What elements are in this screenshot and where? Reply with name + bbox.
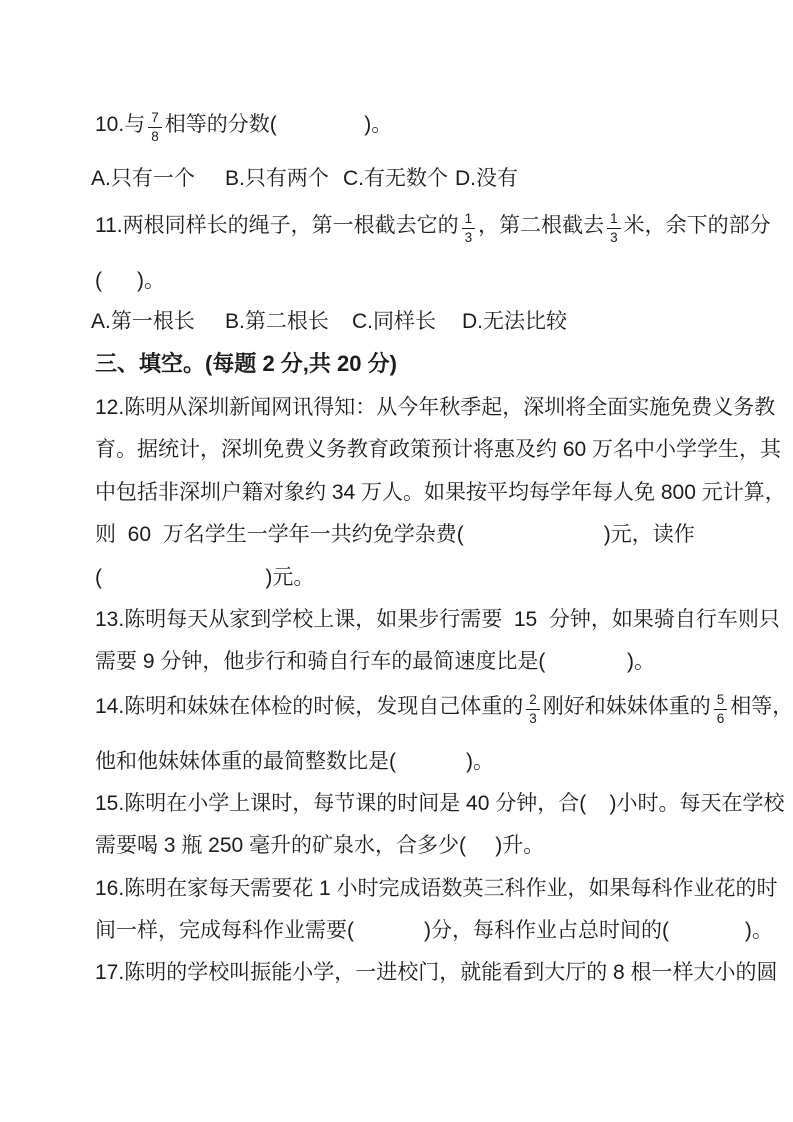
question-14-text: [95, 678, 793, 736]
fraction-numerator: 2: [526, 692, 540, 710]
question-14-mid: 刚好和妹妹体重的: [542, 695, 711, 718]
question-11-option-d: D.无法比较: [462, 310, 567, 333]
question-12-line-2: 育。据统计，深圳免费义务教育政策预计将惠及约 60 万名中小学学生，其: [95, 438, 782, 461]
fraction-numerator: 1: [462, 211, 476, 229]
question-10-option-d: D.没有: [455, 167, 518, 190]
question-14-post: 相等，: [730, 695, 793, 718]
question-10-post: 相等的分数( )。: [164, 113, 393, 136]
question-10-pre: 10.与: [95, 113, 146, 136]
question-16-line-2: 间一样，完成每科作业需要( )分，每科作业占总时间的( )。: [95, 919, 773, 942]
question-10-text: [95, 96, 392, 154]
question-11-blank-line: ( )。: [95, 269, 165, 292]
question-12-line-5: ( )元。: [95, 566, 315, 589]
fraction-numerator: 5: [714, 692, 728, 710]
fraction-denominator: 3: [464, 229, 473, 245]
question-15-line-1: 15.陈明在小学上课时，每节课的时间是 40 分钟，合( )小时。每天在学校: [95, 792, 785, 815]
question-12-line-4: 则 60 万名学生一学年一共约免学杂费( )元，读作: [95, 523, 695, 546]
question-11-pre: 11.两根同样长的绳子，第一根截去它的: [95, 214, 459, 237]
question-16-line-1: 16.陈明在家每天需要花 1 小时完成语数英三科作业，如果每科作业花的时: [95, 877, 778, 900]
fraction-1-3: [462, 211, 476, 245]
question-10-options: [91, 166, 731, 192]
question-11-option-c: C.同样长: [352, 310, 436, 333]
fraction-denominator: 8: [151, 128, 159, 144]
question-12-line-1: 12.陈明从深圳新闻网讯得知：从今年秋季起，深圳将全面实施免费义务教: [95, 396, 776, 419]
question-10-option-a: A.只有一个: [91, 167, 195, 190]
fraction-numerator: 1: [607, 211, 621, 229]
question-11-post: 米，余下的部分: [623, 214, 771, 237]
fraction-2-3: [526, 692, 540, 726]
question-14-line-2: 他和他妹妹体重的最简整数比是( )。: [95, 750, 494, 773]
question-13-line-2: 需要 9 分钟，他步行和骑自行车的最简速度比是( )。: [95, 650, 656, 673]
fraction-denominator: 3: [529, 710, 537, 726]
question-10-option-c: C.有无数个: [343, 167, 448, 190]
section-3-heading: 三、填空。(每题 2 分,共 20 分): [95, 351, 397, 376]
question-11-mid: ，第二根截去: [478, 214, 605, 237]
question-15-line-2: 需要喝 3 瓶 250 毫升的矿泉水，合多少( )升。: [95, 834, 545, 857]
fraction-denominator: 6: [716, 710, 725, 726]
fraction-1-3: [607, 211, 621, 245]
question-11-options: [91, 309, 731, 335]
question-11-text: [95, 197, 771, 255]
question-10-option-b: B.只有两个: [225, 167, 329, 190]
question-11-option-b: B.第二根长: [225, 310, 329, 333]
fraction-numerator: 7: [148, 110, 162, 128]
question-12-line-3: 中包括非深圳户籍对象约 34 万人。如果按平均每学年每人免 800 元计算，: [95, 481, 786, 504]
fraction-5-6: [714, 692, 728, 726]
question-11-option-a: A.第一根长: [91, 310, 195, 333]
fraction-7-8: [148, 110, 162, 144]
question-14-pre: 14.陈明和妹妹在体检的时候，发现自己体重的: [95, 695, 524, 718]
fraction-denominator: 3: [610, 229, 618, 245]
question-13-line-1: 13.陈明每天从家到学校上课，如果步行需要 15 分钟，如果骑自行车则只: [95, 608, 780, 631]
question-17-line-1: 17.陈明的学校叫振能小学，一进校门，就能看到大厅的 8 根一样大小的圆: [95, 961, 778, 984]
